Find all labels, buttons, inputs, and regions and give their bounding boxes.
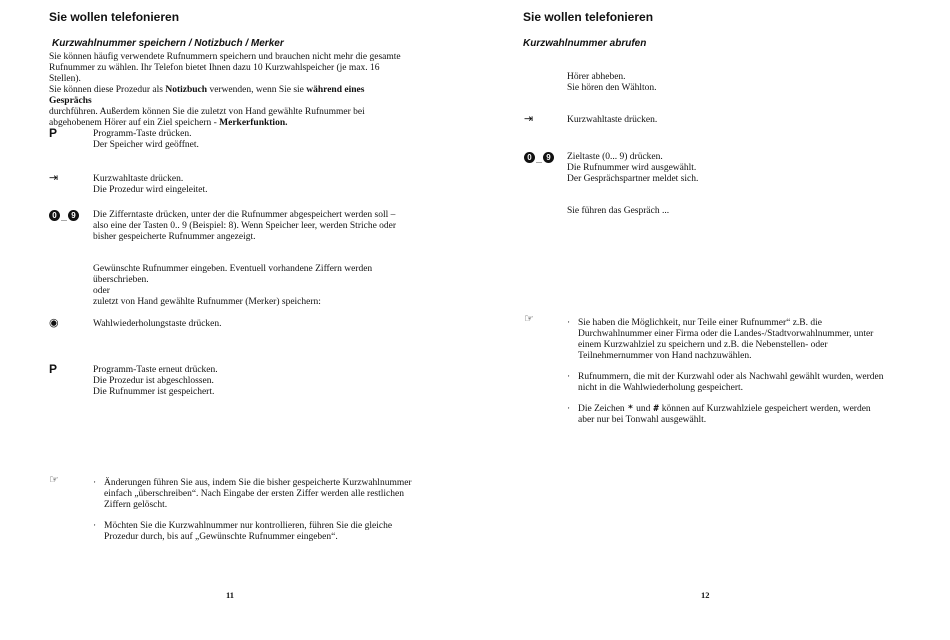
digit-zero-icon: 0 (524, 152, 535, 163)
digit-nine-icon: 9 (68, 210, 79, 221)
step-text: Sie führen das Gespräch ... (567, 206, 670, 216)
program-key-icon: P (49, 362, 57, 376)
note-hand-icon: ☞ (49, 473, 59, 486)
intro-line: durchführen. Außerdem können Sie die zuletzt von Hand gewählte Rufnummer bei (49, 107, 365, 117)
step-text: Programm-Taste erneut drücken. Die Prozedur ist abgeschlossen. Die Rufnummer ist gespeichert. (93, 365, 218, 397)
bullet-icon: · (567, 372, 571, 382)
note-hand-icon: ☞ (524, 312, 534, 325)
bullet-icon: · (93, 478, 97, 488)
step-text: Kurzwahltaste drücken. Die Prozedur wird eingeleitet. (93, 174, 208, 195)
digit-nine-icon: 9 (543, 152, 554, 163)
note-text: Möchten Sie die Kurzwahlnummer nur kontrollieren, führen Sie die gleiche Prozedur durch, bis auf „Gewünschte Rufnummer eingeben“. (104, 521, 393, 542)
bullet-icon: · (567, 404, 571, 414)
speed-dial-icon: ⇥ (49, 171, 59, 184)
step-text: Gewünschte Rufnummer eingeben. Eventuell vorhandene Ziffern werden überschrieben. oder zuletzt von Hand gewählte Rufnummer (Merker) speichern: (93, 264, 373, 307)
note-text: Die Zeichen * und # können auf Kurzwahlziele gespeichert werden, werden aber nur bei Tonwahl ausgewählt. (578, 404, 871, 425)
step-text: Wahlwiederholungstaste drücken. (93, 319, 222, 329)
page-number: 11 (226, 590, 235, 600)
intro-line: Sie können häufig verwendete Rufnummern speichern und brauchen nicht mehr die gesamte (49, 52, 401, 62)
bullet-icon: · (567, 318, 571, 328)
section-subheading: Kurzwahlnummer abrufen (523, 38, 647, 49)
program-key-icon: P (49, 126, 57, 140)
bullet-icon: · (93, 521, 97, 531)
step-text: Zieltaste (0... 9) drücken. Die Rufnummer wird ausgewählt. Der Gesprächspartner meldet sich. (567, 152, 699, 184)
speed-dial-icon: ⇥ (524, 112, 534, 125)
note-text: Rufnummern, die mit der Kurzwahl oder als Nachwahl gewählt wurden, werden nicht in die Wahlwiederholung gespeichert. (578, 372, 884, 393)
intro-line: abgehobenem Hörer auf ein Ziel speichern - Merkerfunktion. (49, 118, 288, 128)
page-title: Sie wollen telefonieren (49, 10, 180, 24)
step-text: Die Zifferntaste drücken, unter der die Rufnummer abgespeichert werden soll – also eine der Tasten 0.. 9 (Beispiel: 8). Wenn Speicher leer, werden Striche oder bisher gespeicherte Rufnummer angezeigt. (93, 210, 397, 242)
asterisk-symbol: * (627, 404, 634, 414)
note-text: Änderungen führen Sie aus, indem Sie die bisher gespeicherte Kurzwahlnummer einfach „überschreiben“. Nach Eingabe der ersten Ziffer werden alle restlichen Ziffern gelöscht. (104, 478, 412, 510)
step-text: Hörer abheben. Sie hören den Wählton. (567, 72, 657, 93)
digit-keys-icon: 0 ... 9 (49, 207, 79, 223)
redial-icon: ◉ (49, 316, 59, 329)
note-text: Sie haben die Möglichkeit, nur Teile einer Rufnummer“ z.B. die Durchwahlnummer einer Firma oder die Landes-/Stadtvorwahlnummer, unter einem Kurzwahlziel zu speichern und z.B. die Nebenstellen- oder Teilnehmernummer von Hand nachzuwählen. (578, 318, 874, 361)
step-text: Kurzwahltaste drücken. (567, 115, 658, 125)
step-text: Programm-Taste drücken. Der Speicher wird geöffnet. (93, 129, 199, 150)
intro-line: Rufnummer zu wählen. Ihr Telefon bietet Ihnen dazu 10 Kurzwahlspeicher (je max. 16 Stellen). (49, 63, 380, 84)
intro-line: Sie können diese Prozedur als Notizbuch verwenden, wenn Sie sie während eines Gesprächs (49, 85, 365, 106)
section-subheading: Kurzwahlnummer speichern / Notizbuch / Merker (52, 38, 284, 49)
page-title: Sie wollen telefonieren (523, 10, 654, 24)
hash-symbol: # (653, 404, 659, 414)
page-number: 12 (701, 590, 710, 600)
digit-zero-icon: 0 (49, 210, 60, 221)
page-right (475, 0, 950, 640)
intro-paragraph (49, 52, 409, 129)
digit-keys-icon: 0 ... 9 (524, 149, 554, 165)
